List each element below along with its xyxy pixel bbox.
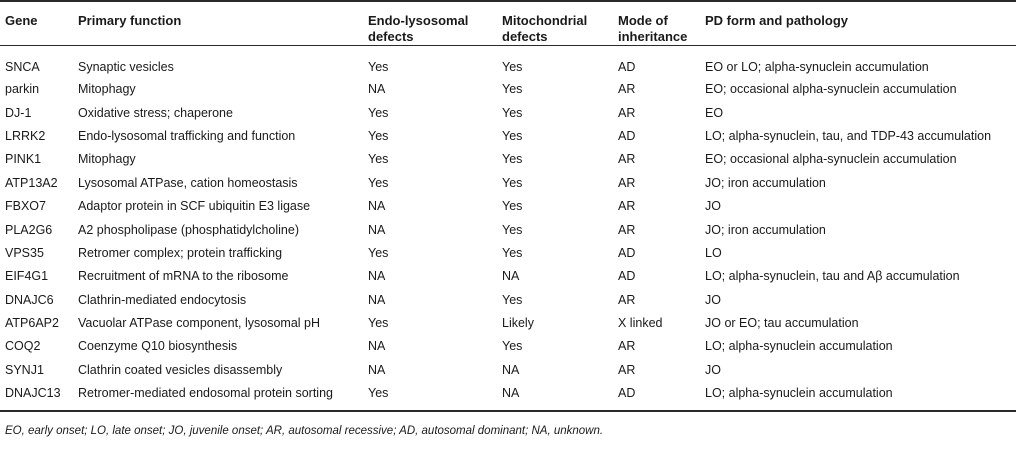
cell-endo-lysosomal-defects: NA: [368, 362, 386, 377]
cell-pd-form-and-pathology: JO; iron accumulation: [705, 222, 826, 237]
cell-mitochondrial-defects: Yes: [502, 175, 523, 190]
cell-mitochondrial-defects: Yes: [502, 152, 523, 167]
cell-mitochondrial-defects: NA: [502, 362, 520, 377]
cell-pd-form-and-pathology: LO; alpha-synuclein accumulation: [700, 382, 1016, 411]
cell-endo-lysosomal-defects: NA: [368, 82, 386, 97]
cell-endo-lysosomal-defects: Yes: [368, 152, 389, 167]
table-row: [0, 382, 1016, 411]
cell-mitochondrial-defects: Yes: [502, 128, 523, 143]
cell-mode-of-inheritance: AR: [618, 175, 636, 190]
cell-mode-of-inheritance: AD: [613, 382, 700, 411]
cell-mitochondrial-defects: Likely: [502, 316, 534, 331]
cell-gene: DJ-1: [5, 105, 32, 120]
cell-mitochondrial-defects: Yes: [502, 82, 523, 97]
cell-endo-lysosomal-defects: Yes: [368, 59, 389, 74]
cell-pd-form-and-pathology: JO or EO; tau accumulation: [705, 316, 859, 331]
cell-endo-lysosomal-defects: Yes: [363, 382, 497, 411]
cell-mode-of-inheritance: AD: [618, 245, 636, 260]
cell-endo-lysosomal-defects: Yes: [368, 245, 389, 260]
table-row: [0, 241, 1016, 264]
cell-primary-function: Clathrin coated vesicles disassembly: [78, 362, 283, 377]
header-mode-of-inheritance: Mode of inheritance: [613, 1, 700, 46]
cell-mode-of-inheritance: AR: [618, 222, 636, 237]
table-row: [0, 171, 1016, 194]
cell-gene: LRRK2: [5, 128, 46, 143]
cell-endo-lysosomal-defects: NA: [368, 292, 386, 307]
cell-mode-of-inheritance: AR: [618, 292, 636, 307]
table-row: [0, 358, 1016, 381]
cell-mitochondrial-defects: Yes: [502, 292, 523, 307]
cell-mode-of-inheritance: AR: [618, 152, 636, 167]
cell-endo-lysosomal-defects: Yes: [368, 105, 389, 120]
cell-gene: ATP13A2: [5, 175, 58, 190]
cell-primary-function: Endo-lysosomal trafficking and function: [78, 128, 296, 143]
table-row: [0, 288, 1016, 311]
cell-mode-of-inheritance: AD: [618, 128, 636, 143]
cell-mitochondrial-defects: Yes: [502, 59, 523, 74]
cell-mitochondrial-defects: Yes: [502, 339, 523, 354]
cell-primary-function: Mitophagy: [78, 152, 136, 167]
cell-primary-function: Vacuolar ATPase component, lysosomal pH: [78, 316, 321, 331]
cell-primary-function: Retromer-mediated endosomal protein sorting: [73, 382, 363, 411]
table-row: [0, 101, 1016, 124]
header-pd-form-and-pathology: PD form and pathology: [700, 1, 1016, 46]
cell-endo-lysosomal-defects: NA: [368, 339, 386, 354]
table-body: [0, 46, 1016, 411]
cell-primary-function: Adaptor protein in SCF ubiquitin E3 ligase: [78, 199, 311, 214]
header-endo-lysosomal-defects: Endo-lysosomal defects: [363, 1, 497, 46]
cell-mitochondrial-defects: NA: [497, 382, 613, 411]
cell-mode-of-inheritance: AD: [618, 59, 636, 74]
cell-gene: PLA2G6: [5, 222, 53, 237]
cell-gene: COQ2: [5, 339, 41, 354]
table-row: [0, 78, 1016, 101]
cell-primary-function: Coenzyme Q10 biosynthesis: [78, 339, 238, 354]
cell-pd-form-and-pathology: JO: [705, 199, 721, 214]
cell-primary-function: A2 phospholipase (phosphatidylcholine): [78, 222, 299, 237]
cell-pd-form-and-pathology: LO; alpha-synuclein accumulation: [705, 339, 893, 354]
table-header-row: [0, 1, 1016, 46]
table-row: [0, 265, 1016, 288]
table-row: [0, 124, 1016, 147]
cell-mitochondrial-defects: Yes: [502, 245, 523, 260]
cell-gene: VPS35: [5, 245, 44, 260]
cell-endo-lysosomal-defects: NA: [368, 199, 386, 214]
cell-pd-form-and-pathology: JO: [705, 292, 721, 307]
cell-pd-form-and-pathology: EO; occasional alpha-synuclein accumulation: [705, 152, 957, 167]
table-row: [0, 194, 1016, 217]
cell-endo-lysosomal-defects: NA: [368, 222, 386, 237]
cell-pd-form-and-pathology: JO; iron accumulation: [705, 175, 826, 190]
table-row: [0, 335, 1016, 358]
cell-mitochondrial-defects: NA: [502, 269, 520, 284]
cell-mode-of-inheritance: AR: [618, 82, 636, 97]
cell-primary-function: Retromer complex; protein trafficking: [78, 245, 283, 260]
table-row: [0, 218, 1016, 241]
cell-mode-of-inheritance: X linked: [618, 316, 663, 331]
header-gene: Gene: [0, 1, 73, 46]
cell-pd-form-and-pathology: JO: [705, 362, 721, 377]
cell-primary-function: Oxidative stress; chaperone: [78, 105, 233, 120]
cell-pd-form-and-pathology: EO: [705, 105, 724, 120]
cell-endo-lysosomal-defects: Yes: [368, 128, 389, 143]
cell-gene: SYNJ1: [5, 362, 44, 377]
cell-gene: SNCA: [5, 59, 40, 74]
cell-primary-function: Synaptic vesicles: [78, 59, 174, 74]
cell-endo-lysosomal-defects: Yes: [368, 175, 389, 190]
cell-gene: DNAJC13: [0, 382, 73, 411]
header-primary-function: Primary function: [73, 1, 363, 46]
cell-pd-form-and-pathology: LO; alpha-synuclein, tau, and TDP-43 accumulation: [705, 128, 992, 143]
cell-primary-function: Lysosomal ATPase, cation homeostasis: [78, 175, 298, 190]
header-mitochondrial-defects: Mitochondrial defects: [497, 1, 613, 46]
cell-mode-of-inheritance: AR: [618, 362, 636, 377]
cell-primary-function: Recruitment of mRNA to the ribosome: [78, 269, 289, 284]
table-footnote: EO, early onset; LO, late onset; JO, juvenile onset; AR, autosomal recessive; AD, autosomal dominant; NA, unknown.: [5, 425, 604, 437]
cell-mode-of-inheritance: AR: [618, 339, 636, 354]
cell-gene: DNAJC6: [5, 292, 54, 307]
cell-pd-form-and-pathology: LO: [705, 245, 722, 260]
cell-mitochondrial-defects: Yes: [502, 222, 523, 237]
cell-pd-form-and-pathology: EO or LO; alpha-synuclein accumulation: [705, 59, 929, 74]
cell-primary-function: Clathrin-mediated endocytosis: [78, 292, 247, 307]
cell-primary-function: Mitophagy: [78, 82, 136, 97]
cell-gene: FBXO7: [5, 199, 46, 214]
table-row: [0, 311, 1016, 334]
cell-mitochondrial-defects: Yes: [502, 105, 523, 120]
cell-mode-of-inheritance: AD: [618, 269, 636, 284]
table-row: [0, 46, 1016, 78]
cell-endo-lysosomal-defects: NA: [368, 269, 386, 284]
cell-gene: parkin: [5, 82, 40, 97]
cell-gene: ATP6AP2: [5, 316, 59, 331]
cell-mode-of-inheritance: AR: [618, 105, 636, 120]
cell-pd-form-and-pathology: EO; occasional alpha-synuclein accumulation: [705, 82, 957, 97]
cell-pd-form-and-pathology: LO; alpha-synuclein, tau and Aβ accumulation: [705, 269, 960, 284]
cell-mode-of-inheritance: AR: [618, 199, 636, 214]
cell-mitochondrial-defects: Yes: [502, 199, 523, 214]
cell-gene: PINK1: [5, 152, 42, 167]
cell-endo-lysosomal-defects: Yes: [368, 316, 389, 331]
cell-gene: EIF4G1: [5, 269, 49, 284]
table-row: [0, 148, 1016, 171]
